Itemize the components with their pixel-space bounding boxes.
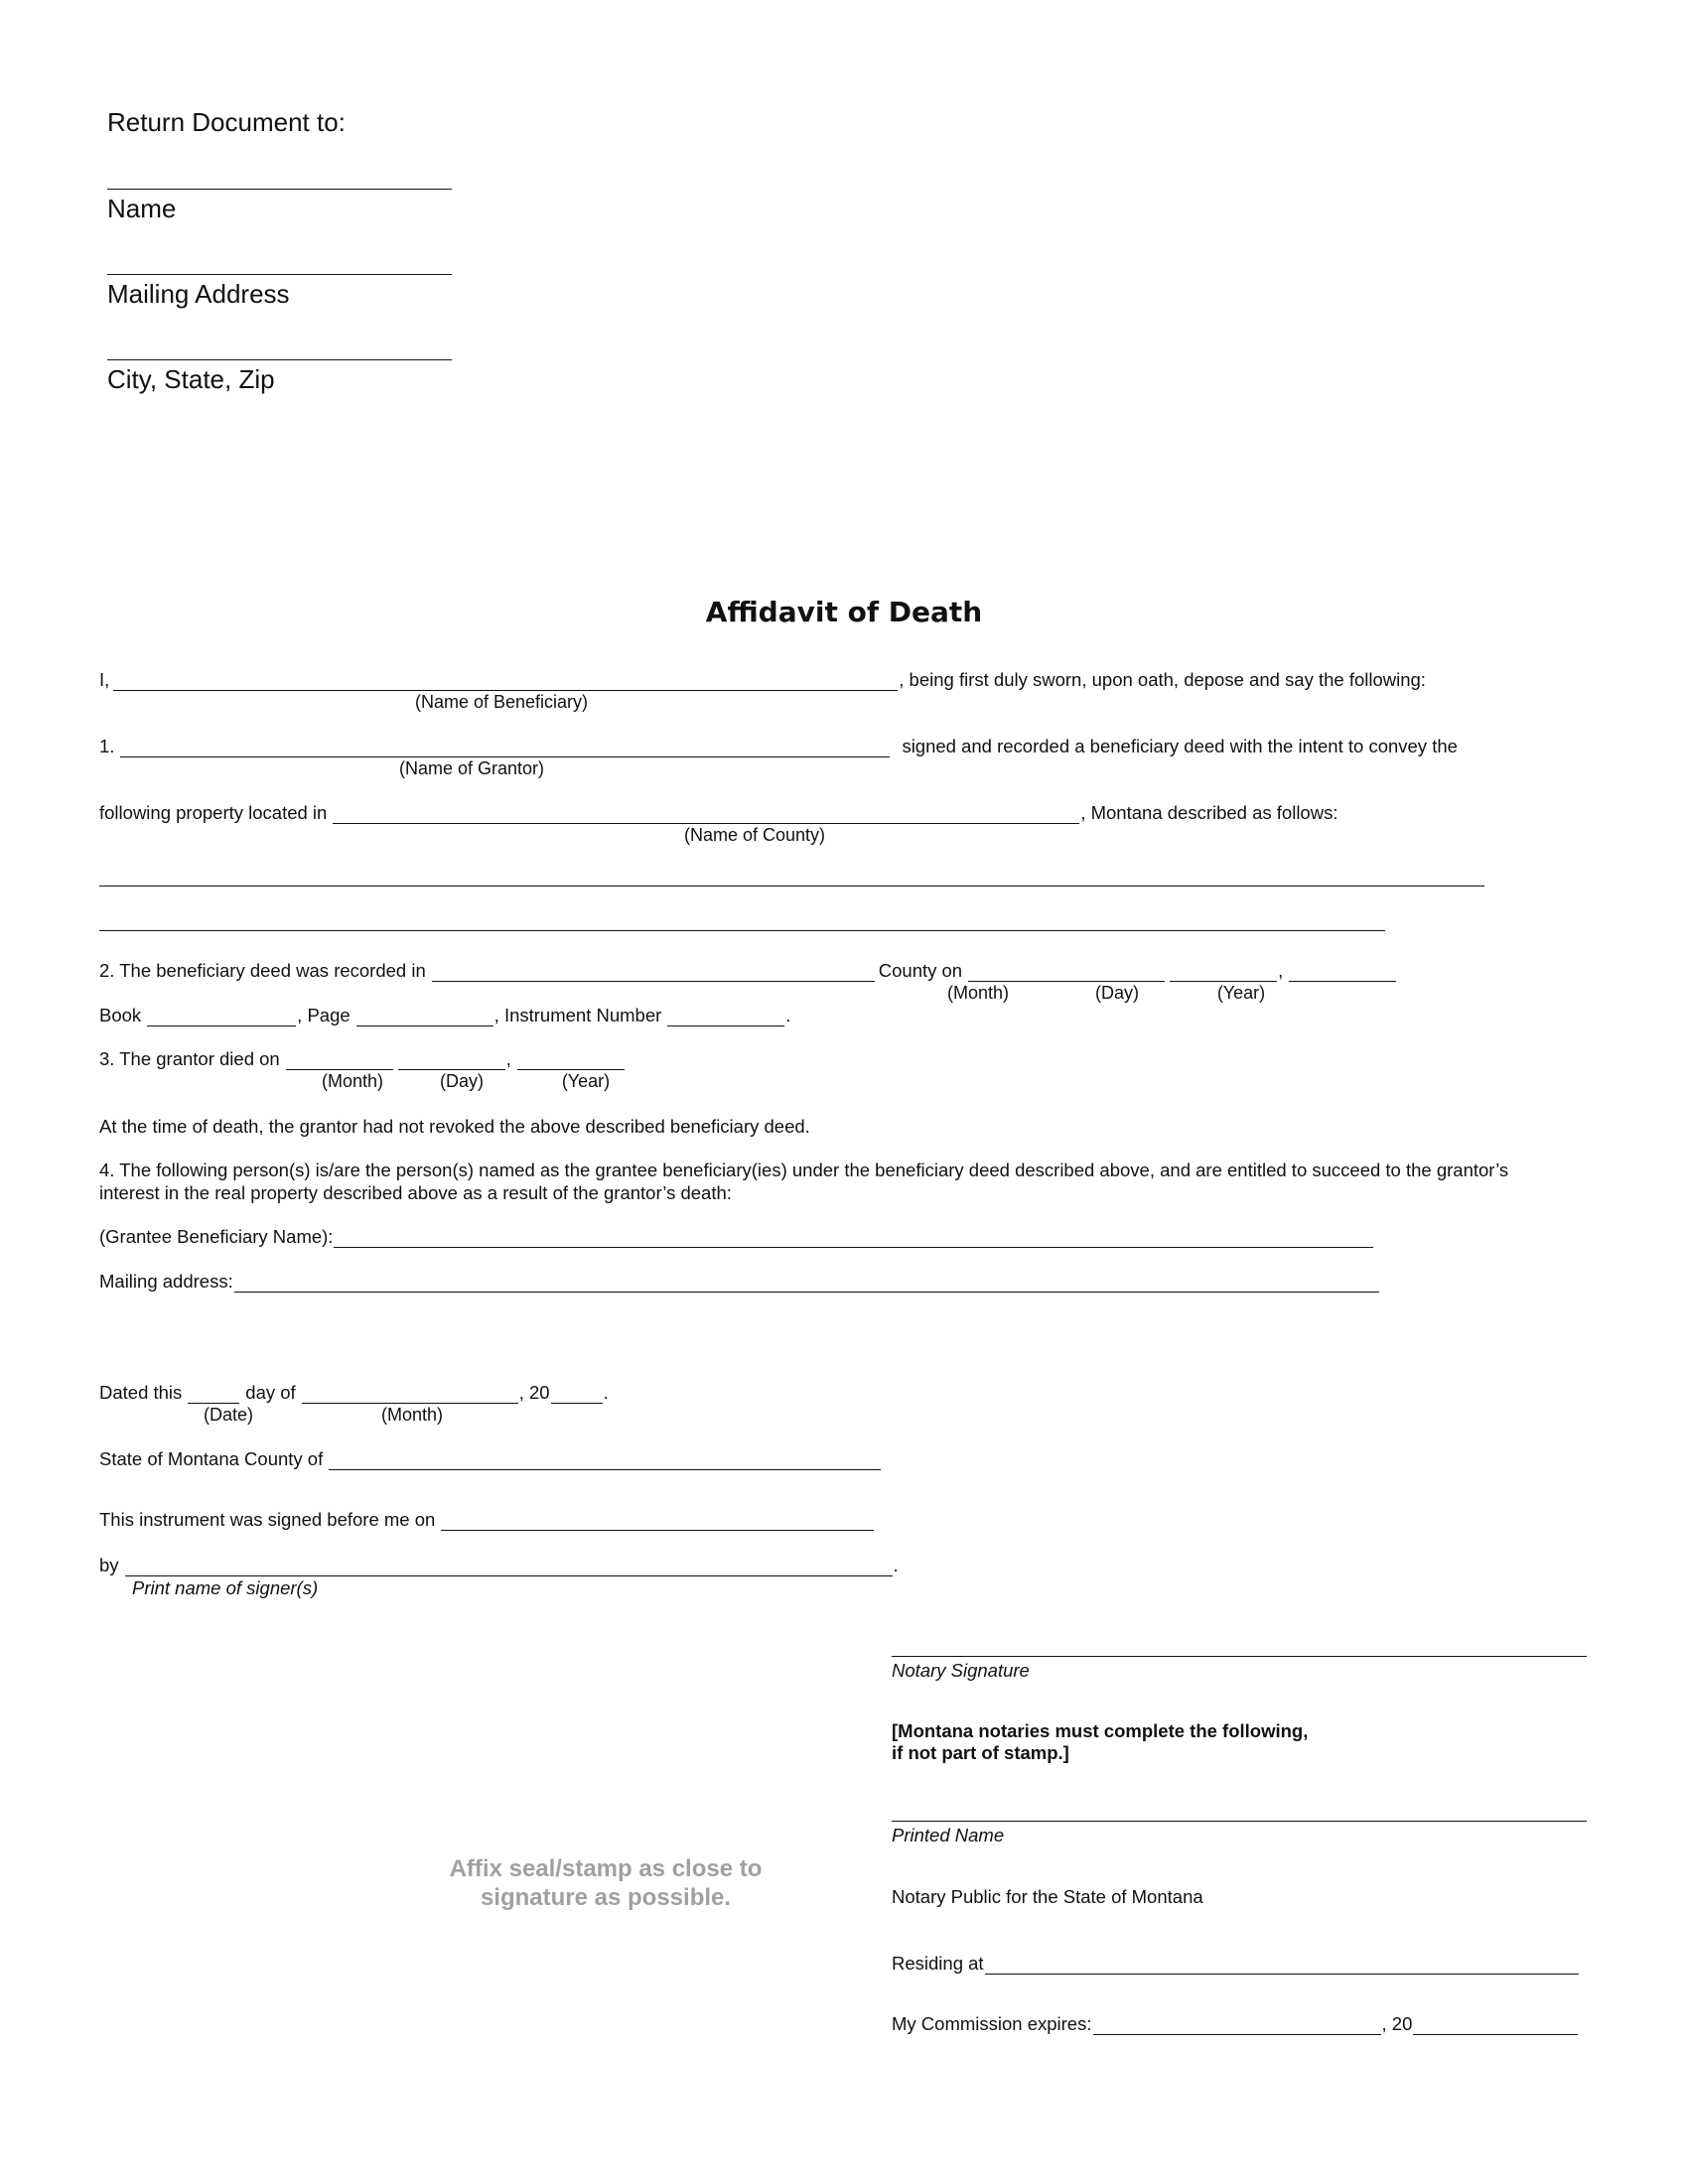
state-county-label: State of Montana County of — [99, 1448, 324, 1469]
grantor-caption: (Name of Grantor) — [398, 758, 545, 778]
grantee-name-label: (Grantee Beneficiary Name): — [99, 1226, 334, 1247]
death-day-field[interactable] — [398, 1051, 505, 1070]
signed-before-line — [99, 1509, 875, 1531]
instrument-label: , Instrument Number — [493, 1005, 662, 1025]
return-name-line[interactable] — [107, 189, 452, 190]
page-field[interactable] — [356, 1008, 493, 1026]
death-year-caption: (Year) — [561, 1071, 611, 1091]
recorded-year-field[interactable] — [1289, 963, 1396, 982]
dated-year-field[interactable] — [551, 1385, 603, 1404]
printed-name-label: Printed Name — [892, 1825, 1005, 1845]
commission-comma20: , 20 — [1381, 2013, 1413, 2034]
notary-county-field[interactable] — [329, 1451, 881, 1470]
property-suffix: , Montana described as follows: — [1080, 802, 1338, 823]
death-month-caption: (Month) — [321, 1071, 383, 1091]
death-month-field[interactable] — [286, 1051, 393, 1070]
intro-suffix: , being first duly sworn, upon oath, depose and say the following: — [899, 669, 1426, 690]
printed-name-line[interactable] — [892, 1821, 1587, 1822]
recorded-day-caption: (Day) — [1095, 983, 1139, 1003]
montana-requirement-2: if not part of stamp.] — [892, 1742, 1069, 1763]
dated-period: . — [603, 1382, 609, 1403]
by-period: . — [893, 1555, 899, 1575]
beneficiary-name-field[interactable] — [113, 672, 898, 691]
recorded-month-caption: (Month) — [946, 983, 1009, 1003]
book-label: Book — [99, 1005, 142, 1025]
notary-signature-label: Notary Signature — [892, 1660, 1030, 1681]
residing-at-field[interactable] — [985, 1956, 1579, 1975]
seal-instruction-1: Affix seal/stamp as close to — [449, 1855, 763, 1882]
recorded-county-field[interactable] — [432, 963, 875, 982]
item3-prefix: 3. The grantor died on — [99, 1048, 280, 1069]
property-prefix: following property located in — [99, 802, 328, 823]
grantor-name-field[interactable] — [120, 739, 890, 757]
dated-prefix: Dated this — [99, 1382, 183, 1403]
montana-requirement-1: [Montana notaries must complete the following, — [892, 1720, 1309, 1741]
grantee-mailing-field[interactable] — [234, 1274, 1379, 1293]
dated-month-field[interactable] — [302, 1385, 518, 1404]
property-description-line-1[interactable] — [99, 886, 1484, 887]
signer-name-field[interactable] — [125, 1558, 893, 1576]
return-name-label: Name — [107, 194, 177, 223]
item2-line — [99, 960, 1397, 982]
book-field[interactable] — [147, 1008, 296, 1026]
intro-prefix: I, — [99, 669, 110, 690]
item3-line — [99, 1048, 626, 1070]
dated-date-caption: (Date) — [203, 1405, 253, 1425]
seal-instruction-2: signature as possible. — [480, 1884, 732, 1911]
residing-at-label: Residing at — [892, 1953, 984, 1974]
return-city-line[interactable] — [107, 359, 452, 360]
residing-at-line — [892, 1953, 1580, 1975]
county-caption: (Name of County) — [683, 825, 826, 845]
intro-line — [99, 669, 1426, 691]
death-day-caption: (Day) — [440, 1071, 484, 1091]
grantee-name-line — [99, 1226, 1374, 1248]
return-mailing-line[interactable] — [107, 274, 452, 275]
book-period: . — [785, 1005, 791, 1025]
page-title: Affidavit of Death — [705, 596, 983, 628]
item1-prefix: 1. — [99, 736, 115, 756]
item1-suffix: signed and recorded a beneficiary deed with the intent to convey the — [902, 736, 1458, 756]
property-description-line-2[interactable] — [99, 930, 1385, 931]
return-mailing-label: Mailing Address — [107, 279, 290, 309]
notary-signature-line[interactable] — [892, 1656, 1587, 1657]
return-city-label: City, State, Zip — [107, 364, 275, 394]
not-revoked-statement: At the time of death, the grantor had not revoked the above described beneficiary deed. — [99, 1116, 810, 1137]
grantee-mailing-label: Mailing address: — [99, 1271, 233, 1292]
dated-line — [99, 1382, 609, 1404]
commission-line — [892, 2013, 1579, 2035]
item2-county-on: County on — [878, 960, 963, 981]
item1-line — [99, 736, 1458, 757]
item4-line-1: 4. The following person(s) is/are the person(s) named as the grantee beneficiary(ies) under the beneficiary deed described above, and are entitled to succeed to the grantor’s — [99, 1160, 1509, 1180]
print-name-caption: Print name of signer(s) — [132, 1577, 319, 1598]
state-county-line — [99, 1448, 882, 1470]
commission-date-field[interactable] — [1093, 2016, 1381, 2035]
commission-year-field[interactable] — [1413, 2016, 1578, 2035]
page-label: , Page — [297, 1005, 351, 1025]
grantee-mailing-line — [99, 1271, 1380, 1293]
recorded-day-field[interactable] — [1170, 963, 1277, 982]
death-year-field[interactable] — [517, 1051, 625, 1070]
by-line — [99, 1555, 899, 1576]
property-county-line — [99, 802, 1337, 824]
item3-comma: , — [505, 1048, 511, 1069]
signed-before-label: This instrument was signed before me on — [99, 1509, 436, 1530]
item2-prefix: 2. The beneficiary deed was recorded in — [99, 960, 426, 981]
recorded-month-field[interactable] — [968, 963, 1165, 982]
item2-comma: , — [1278, 960, 1284, 981]
item4-line-2: interest in the real property described above as a result of the grantor’s death: — [99, 1182, 732, 1203]
county-name-field[interactable] — [333, 805, 1079, 824]
signed-date-field[interactable] — [441, 1512, 874, 1531]
book-page-line — [99, 1005, 790, 1026]
by-label: by — [99, 1555, 119, 1575]
notary-public-statement: Notary Public for the State of Montana — [892, 1886, 1203, 1907]
recorded-year-caption: (Year) — [1216, 983, 1266, 1003]
commission-label: My Commission expires: — [892, 2013, 1092, 2034]
instrument-number-field[interactable] — [667, 1008, 784, 1026]
beneficiary-caption: (Name of Beneficiary) — [414, 692, 589, 712]
grantee-name-field[interactable] — [334, 1229, 1373, 1248]
dated-day-of: day of — [245, 1382, 296, 1403]
dated-month-caption: (Month) — [380, 1405, 443, 1425]
return-heading: Return Document to: — [107, 107, 346, 137]
dated-day-field[interactable] — [188, 1385, 239, 1404]
dated-comma20: , 20 — [518, 1382, 550, 1403]
